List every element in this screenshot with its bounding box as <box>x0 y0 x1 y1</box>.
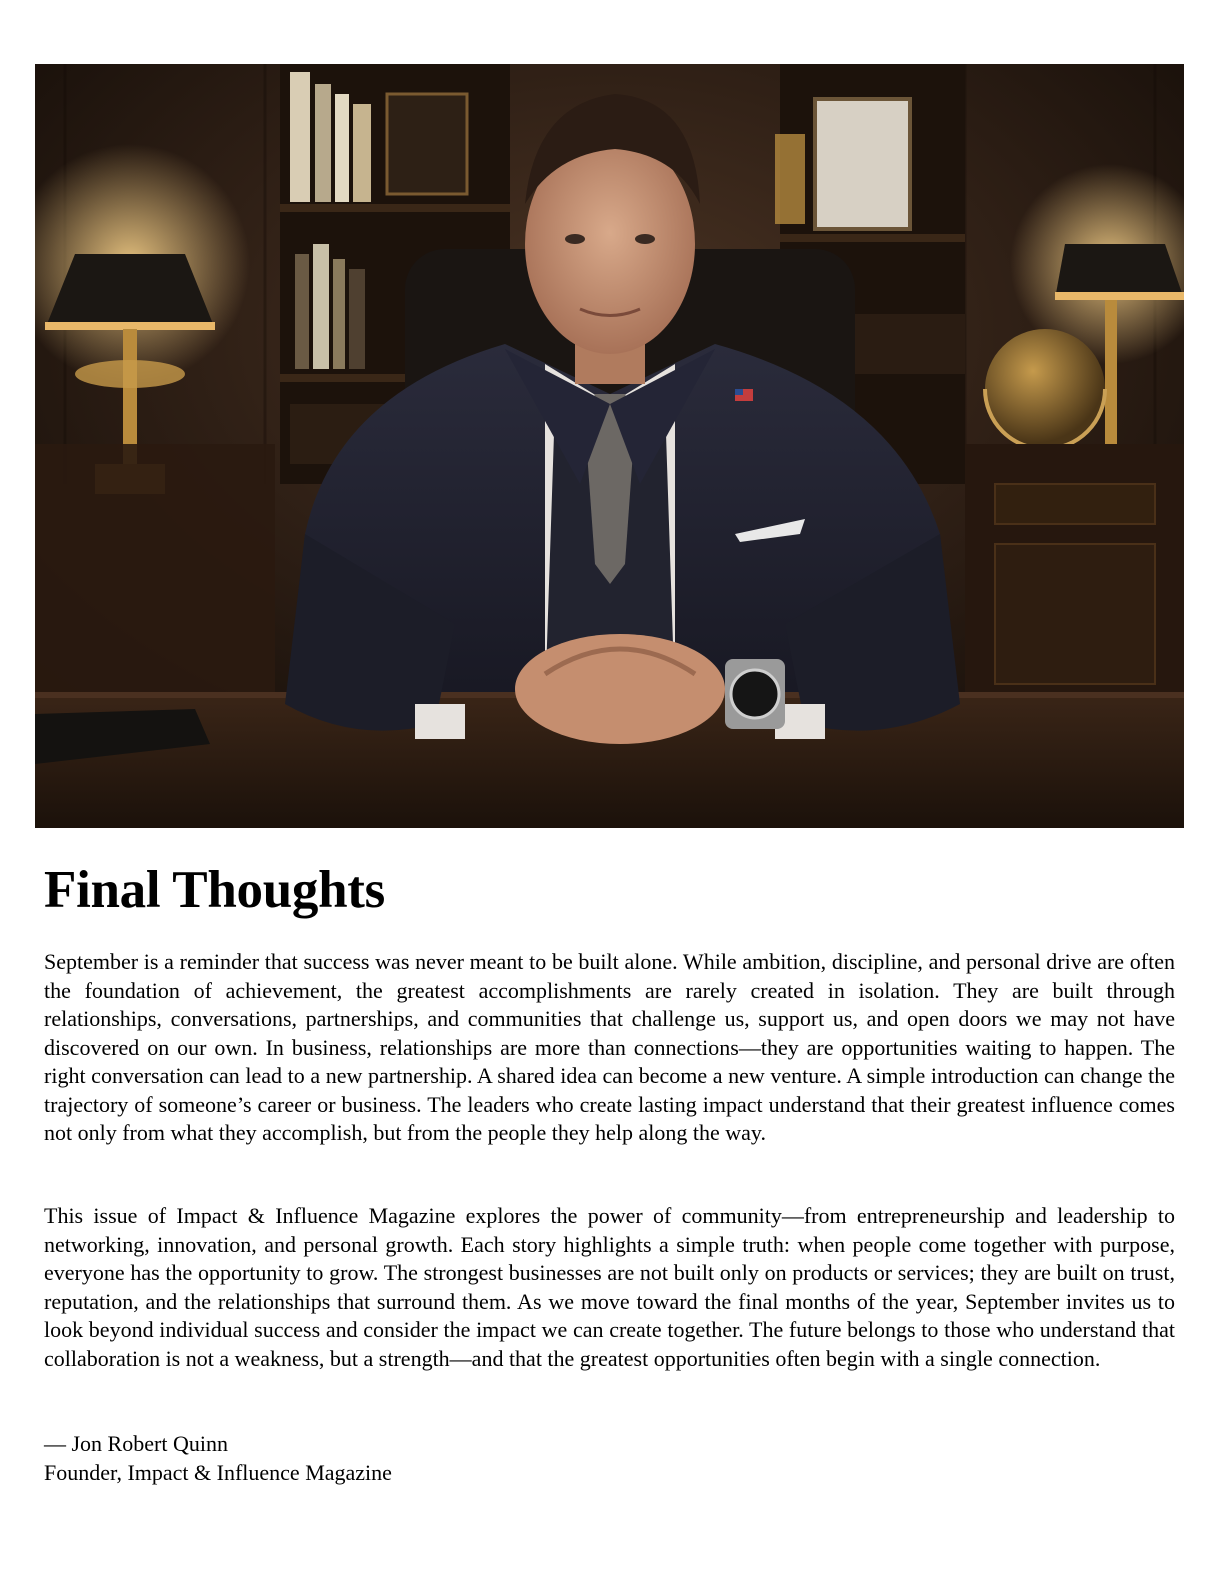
author-signature <box>44 1430 392 1487</box>
author-name: — Jon Robert Quinn <box>44 1431 228 1456</box>
portrait-photo <box>35 64 1184 828</box>
author-role: Founder, Impact & Influence Magazine <box>44 1459 392 1485</box>
article-paragraph-2: This issue of Impact & Influence Magazine explores the power of community—from entrepreneurship and leadership to networking, innovation, and personal growth. Each story highlights a simple truth: when people come together with purpose, everyone has the opportunity to grow. The strongest businesses are not built only on products or services; they are built on trust, reputation, and the relationships that surround them. As we move toward the final months of the year, September invites us to look beyond individual success and consider the impact we can create together. The future belongs to those who understand that collaboration is not a weakness, but a strength—and that the greatest opportunities often begin with a single connection. <box>44 1203 1175 1371</box>
article-paragraph-1: September is a reminder that success was never meant to be built alone. While ambition, discipline, and personal drive are often the foundation of achievement, the greatest accomplishments are rarely created in isolation. They are built through relationships, conversations, partnerships, and communities that challenge us, support us, and open doors we may not have discovered on our own. In business, relationships are more than connections—they are opportunities waiting to happen. The right conversation can lead to a new partnership. A shared idea can become a new venture. A simple introduction can change the trajectory of someone’s career or business. The leaders who create lasting impact understand that their greatest influence comes not only from what they accomplish, but from the people they help along the way. <box>44 949 1175 1145</box>
article-title: Final Thoughts <box>44 861 385 919</box>
portrait-illustration <box>35 64 1184 828</box>
